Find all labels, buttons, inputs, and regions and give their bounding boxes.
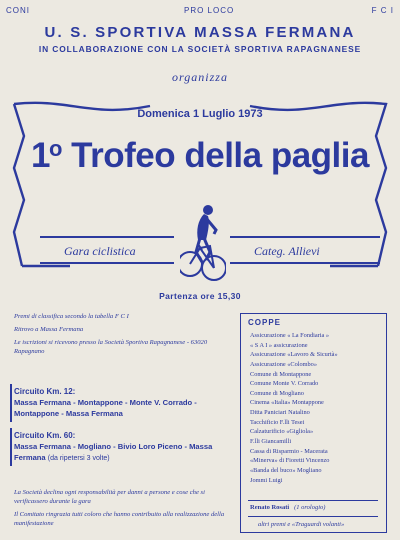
cup-item: Calzaturificio «Gigliola»	[250, 428, 314, 436]
meeting-note: Ritrovo a Massa Fermana	[14, 326, 84, 333]
circuit-2-note: (da ripetersi 3 volte)	[47, 455, 110, 462]
cup-item: « S A I » assicurazione	[250, 341, 308, 349]
organizza-label: organizza	[172, 70, 228, 84]
footer-notes	[14, 488, 229, 532]
circuit-2	[14, 430, 229, 464]
cup-item: Assicurazione «Lavoro & Sicurtà»	[250, 351, 338, 359]
cup-item: Assicurazione « La Fondiaria »	[250, 332, 330, 339]
prize-note: Premi di classifica secondo la tabella F C I	[14, 313, 129, 320]
rosati-name: Renato Rosati	[250, 504, 290, 511]
circuit-1-title: Circuito Km. 12:	[14, 387, 76, 396]
cup-item: Comune Monte V. Corrado	[250, 380, 319, 388]
coni-label: CONI	[6, 6, 30, 15]
divider-left-top	[40, 236, 174, 238]
race-notes	[14, 312, 224, 360]
pro-loco-label: PRO LOCO	[184, 6, 235, 15]
cup-item: Jommi Luigi	[250, 476, 283, 484]
circuit-2-title: Circuito Km. 60:	[14, 431, 76, 440]
other-prizes: altri premi e «Traguardi volanti»	[258, 521, 345, 528]
rosati-note: (1 orologio)	[294, 504, 326, 511]
trophy-number: 1	[31, 136, 50, 175]
fci-label: F C I	[371, 6, 394, 15]
circuit-1	[14, 386, 229, 419]
trophy-ordinal: o	[48, 136, 62, 161]
cup-item: Ditta Paniciari Natalino	[250, 409, 310, 417]
race-type: Gara ciclistica	[64, 244, 136, 258]
cups-title: COPPE	[248, 318, 282, 327]
liability-note: La Società declina ogni responsabilità per danni a persone e cose che si verificassero durante la gara	[14, 489, 205, 505]
club-name: U. S. SPORTIVA MASSA FERMANA	[44, 24, 356, 41]
circuit-2-route: Massa Fermana - Mogliano - Bivio Loro Piceno - Massa Fermana (da ripetersi 3 volte)	[14, 442, 213, 462]
cup-item: «Minerva» di Fioretti Vincenzo	[250, 457, 330, 465]
cups-list	[250, 331, 386, 485]
cups-divider-1	[248, 500, 378, 501]
divider-right-bottom	[230, 262, 380, 264]
cup-item: Cassa di Risparmio - Macerata	[250, 447, 328, 455]
cyclist-icon	[180, 204, 226, 284]
top-affiliations	[0, 6, 400, 18]
registration-note: Le iscrizioni si ricevono presso la Società Sportiva Rapagnanese - 63020 Rapagnano	[14, 339, 208, 355]
cup-item: F.lli Giancamilli	[250, 438, 292, 446]
trophy-name: Trofeo della paglia	[71, 136, 369, 175]
cups-divider-2	[248, 516, 378, 517]
circuit-2-rule	[10, 428, 12, 466]
start-time: Partenza ore 15,30	[159, 291, 241, 301]
race-category: Categ. Allievi	[254, 244, 320, 258]
cup-item: «Banda del buco» Mogliano	[250, 466, 322, 474]
collaboration-line: IN COLLABORAZIONE CON LA SOCIETÀ SPORTIVA RAPAGNANESE	[38, 44, 362, 54]
event-date: Domenica 1 Luglio 1973	[137, 108, 263, 120]
thanks-note: Il Comitato ringrazia tutti coloro che hanno contribuito alla realizzazione della manifestazione	[14, 511, 225, 527]
divider-right-top	[230, 236, 380, 238]
rosati-line	[250, 504, 325, 511]
trophy-title	[0, 136, 400, 176]
cup-item: Tacchificio F.lli Tesei	[250, 418, 305, 426]
cup-item: Cinema «Italia» Montappone	[250, 399, 324, 407]
cup-item: Comune di Mogliano	[250, 389, 304, 397]
circuit-1-route: Massa Fermana - Montappone - Monte V. Corrado - Montappone - Massa Fermana	[14, 398, 197, 418]
cup-item: Assicurazione «Colombo»	[250, 360, 317, 368]
divider-left-bottom	[40, 262, 174, 264]
circuit-1-rule	[10, 384, 12, 422]
cup-item: Comune di Montappone	[250, 370, 312, 378]
